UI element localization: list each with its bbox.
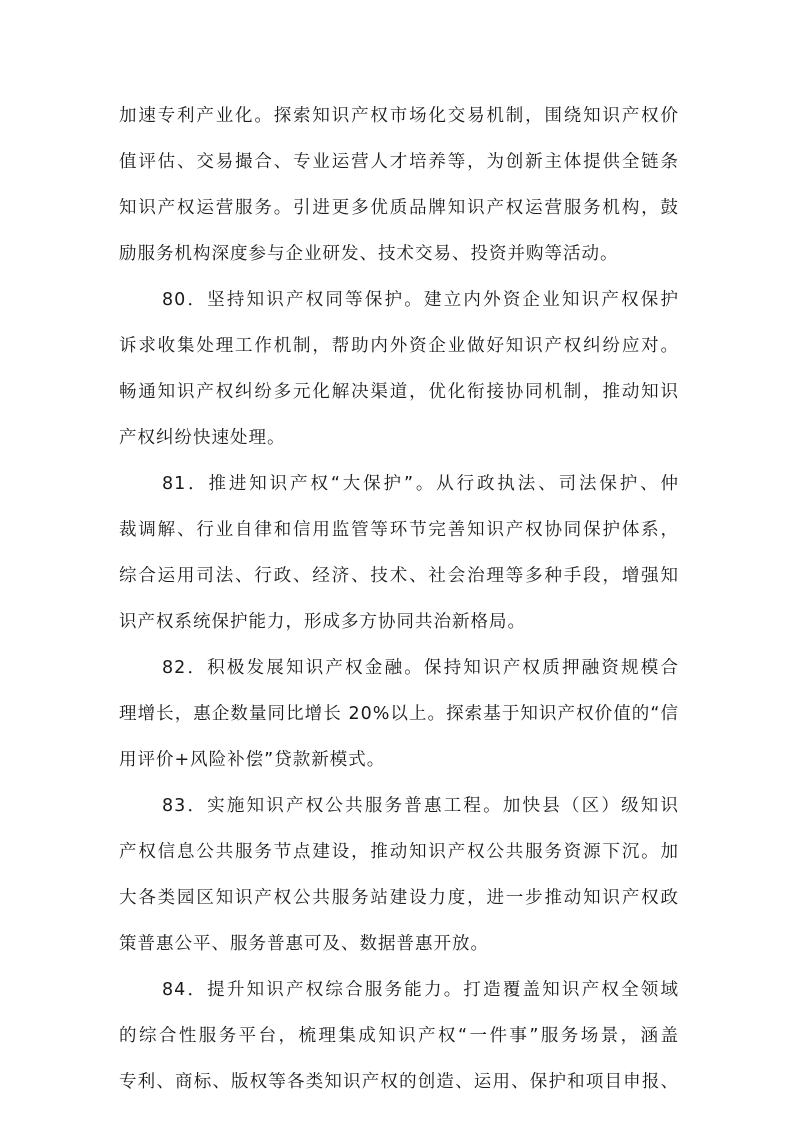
paragraph-82-heading-line: 82．积极发展知识产权金融。保持知识产权质押融资规模合 — [162, 658, 679, 678]
text-line: 专利、商标、版权等各类知识产权的创造、运用、保护和项目申报、 — [119, 1072, 679, 1092]
text-line: 大各类园区知识产权公共服务站建设力度，进一步推动知识产权政 — [119, 888, 679, 908]
text-line: 诉求收集处理工作机制，帮助内外资企业做好知识产权纠纷应对。 — [119, 336, 679, 356]
text-line: 的综合性服务平台，梳理集成知识产权“一件事”服务场景，涵盖 — [119, 1026, 679, 1046]
paragraph-84-heading-line: 84．提升知识产权综合服务能力。打造覆盖知识产权全领域 — [162, 980, 679, 1000]
paragraph-81-heading-line: 81．推进知识产权“大保护”。从行政执法、司法保护、仲 — [162, 474, 679, 494]
text-line: 产权信息公共服务节点建设，推动知识产权公共服务资源下沉。加 — [119, 842, 679, 862]
text-line: 产权纠纷快速处理。 — [119, 428, 286, 448]
paragraph-83-heading-line: 83．实施知识产权公共服务普惠工程。加快县（区）级知识 — [162, 796, 679, 816]
paragraph-80-heading-line: 80．坚持知识产权同等保护。建立内外资企业知识产权保护 — [162, 290, 679, 310]
text-line: 励服务机构深度参与企业研发、技术交易、投资并购等活动。 — [119, 244, 619, 264]
text-line: 值评估、交易撮合、专业运营人才培养等，为创新主体提供全链条 — [119, 152, 679, 172]
text-line: 知识产权运营服务。引进更多优质品牌知识产权运营服务机构，鼓 — [119, 198, 679, 218]
text-line: 用评价+风险补偿”贷款新模式。 — [119, 750, 386, 770]
text-line: 策普惠公平、服务普惠可及、数据普惠开放。 — [119, 934, 489, 954]
text-line: 畅通知识产权纠纷多元化解决渠道，优化衔接协同机制，推动知识 — [119, 382, 679, 402]
text-line: 识产权系统保护能力，形成多方协同共治新格局。 — [119, 612, 526, 632]
text-line: 加速专利产业化。探索知识产权市场化交易机制，围绕知识产权价 — [119, 106, 679, 126]
body-text — [119, 99, 679, 1111]
text-line: 综合运用司法、行政、经济、技术、社会治理等多种手段，增强知 — [119, 566, 679, 586]
text-line: 理增长，惠企数量同比增长 20%以上。探索基于知识产权价值的“信 — [119, 704, 679, 724]
text-line: 裁调解、行业自律和信用监管等环节完善知识产权协同保护体系， — [119, 520, 679, 540]
